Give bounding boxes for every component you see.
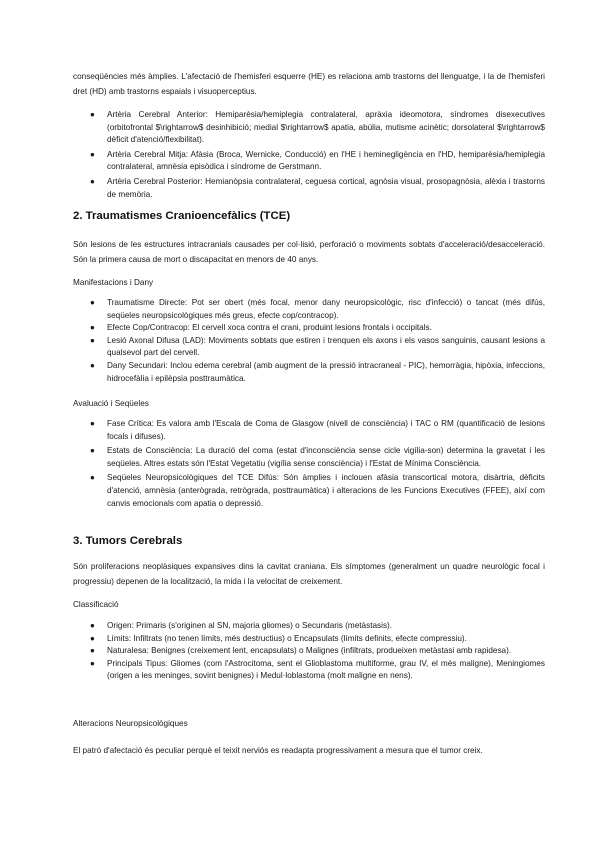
classificacio-list bbox=[73, 620, 545, 683]
tce-paragraph: Són lesions de les estructures intracranials causades per col·lisió, perforació o moviments sobtats d'acceleració/desacceleració. Són la primera causa de mort o discapacitat en menors de 40 anys. bbox=[73, 240, 545, 265]
list-item: ● Límits: Infiltrats (no tenen límits, més destructius) o Encapsulats (límits definits, efecte compressiu). bbox=[73, 633, 545, 646]
subheading-classificacio: Classificació bbox=[73, 600, 119, 609]
list-item: ● Fase Crítica: Es valora amb l'Escala de Coma de Glasgow (nivell de consciència) i TAC o RM (quantificació de lesions focals i difuses). bbox=[90, 419, 545, 441]
bullet-icon: ● bbox=[90, 323, 95, 333]
list-item: ● Efecte Cop/Contracop: El cervell xoca contra el crani, produint lesions frontals i occipitals. bbox=[73, 322, 545, 335]
list-item: ● Lesió Axonal Difusa (LAD): Moviments sobtats que estiren i trenquen els axons i els vasos sanguinis, causant lesions a qualsevol part del cervell. bbox=[90, 335, 545, 358]
bullet-icon: ● bbox=[90, 621, 95, 630]
bullet-icon: ● bbox=[90, 646, 95, 656]
list-item: ● Artèria Cerebral Mitja: Afàsia (Broca, Wernicke, Conducció) en l'HE i heminegligència en l'HD, hemiparèsia/hemiplegia contralateral, amnèsia episòdica i síndrome de Gerstmann. bbox=[90, 149, 545, 172]
bullet-icon: ● bbox=[90, 473, 95, 483]
bullet-icon: ● bbox=[90, 298, 95, 307]
subheading-alteracions: Alteracions Neuropsicològiques bbox=[73, 719, 188, 728]
list-item: ● Dany Secundari: Inclou edema cerebral (amb augment de la pressió intracraneal - PIC), hemorràgia, hipòxia, infeccions, hidrocefàlia i epilèpsia posttraumàtica. bbox=[90, 360, 545, 383]
bullet-icon: ● bbox=[90, 419, 95, 428]
bullet-icon: ● bbox=[90, 658, 95, 668]
list-item: ● Origen: Primaris (s'originen al SN, majoria gliomes) o Secundaris (metàstasis). bbox=[73, 620, 545, 633]
list-item: ● Seqüeles Neuropsicològiques del TCE Difús: Són àmplies i inclouen afàsia transcortical motora, disàrtria, dèficits d'atenció, amnèsia (anterògrada, retrògrada, posttraumàtica) i alteracions de les Funcions Executives (FFEE), així com canvis emocionals com apatia o depressió. bbox=[90, 473, 545, 508]
bullet-icon: ● bbox=[90, 335, 95, 345]
list-item: ● Estats de Consciència: La duració del coma (estat d'inconsciència sense cicle vigília-son) determina la gravetat i les seqüeles. Altres estats són l'Estat Vegetatiu (vigília sense consciència) i l'Estat de Mínima Consciència. bbox=[90, 446, 545, 468]
subheading-manifestacions: Manifestacions i Dany bbox=[73, 278, 154, 287]
list-item: ● Artèria Cerebral Posterior: Hemianòpsia contralateral, ceguesa cortical, agnòsia visual, prosopagnòsia, alèxia i trastorns de memòria. bbox=[90, 176, 545, 199]
list-item: ● Naturalesa: Benignes (creixement lent, encapsulats) o Malignes (infiltrats, produeixen metàstasi amb rapidesa). bbox=[73, 645, 545, 658]
section-heading-tumors: 3. Tumors Cerebrals bbox=[73, 535, 183, 547]
intro-paragraph: conseqüències més àmplies. L'afectació de l'hemisferi esquerre (HE) es relaciona amb trastorns del llenguatge, i la de l'hemisferi dret (HD) amb trastorns espaials i visuoperceptius. bbox=[73, 72, 545, 97]
alteracions-paragraph: El patró d'afectació és peculiar perquè el teixit nerviós es readapta progressivament a mesura que el tumor creix. bbox=[73, 746, 483, 755]
avaluacio-list bbox=[73, 418, 545, 510]
arteries-list bbox=[73, 109, 545, 201]
list-item: ● Principals Tipus: Gliomes (com l'Astrocitoma, sent el Glioblastoma multiforme, grau IV, el més maligne), Meningiomes (origen a les meninges, sovint benignes) i Medul·loblastoma (molt maligne en nens). bbox=[90, 658, 545, 681]
bullet-icon: ● bbox=[90, 176, 95, 186]
manifestacions-list bbox=[73, 297, 545, 385]
bullet-icon: ● bbox=[90, 149, 95, 159]
bullet-icon: ● bbox=[90, 110, 95, 119]
bullet-icon: ● bbox=[90, 360, 95, 370]
list-item: ● Traumatisme Directe: Pot ser obert (més focal, menor dany neuropsicològic, risc d'infecció) o tancat (més difús, seqüeles neuropsicològiques més greus, efecte cop/contracop). bbox=[90, 298, 545, 320]
bullet-icon: ● bbox=[90, 633, 95, 643]
list-item: ● Artèria Cerebral Anterior: Hemiparèsia/hemiplegia contralateral, apràxia ideomotora, síndromes disexecutives (orbitofrontal $\rightarrow$ desinhibició; medial $\rightarrow$ apatia, abúlia, mutisme acinètic; dorsolateral $\rightarrow$ dèficit d'atenció/flexibilitat). bbox=[90, 110, 545, 145]
subheading-avaluacio: Avaluació i Seqüeles bbox=[73, 399, 149, 408]
tumors-paragraph: Són proliferacions neoplàsiques expansives dins la cavitat craniana. Els símptomes (generalment un quadre neurològic focal i progressiu) depenen de la localització, la mida i la velocitat de creixement. bbox=[73, 562, 545, 587]
bullet-icon: ● bbox=[90, 446, 95, 456]
section-heading-tce: 2. Traumatismes Cranioencefàlics (TCE) bbox=[73, 210, 291, 222]
